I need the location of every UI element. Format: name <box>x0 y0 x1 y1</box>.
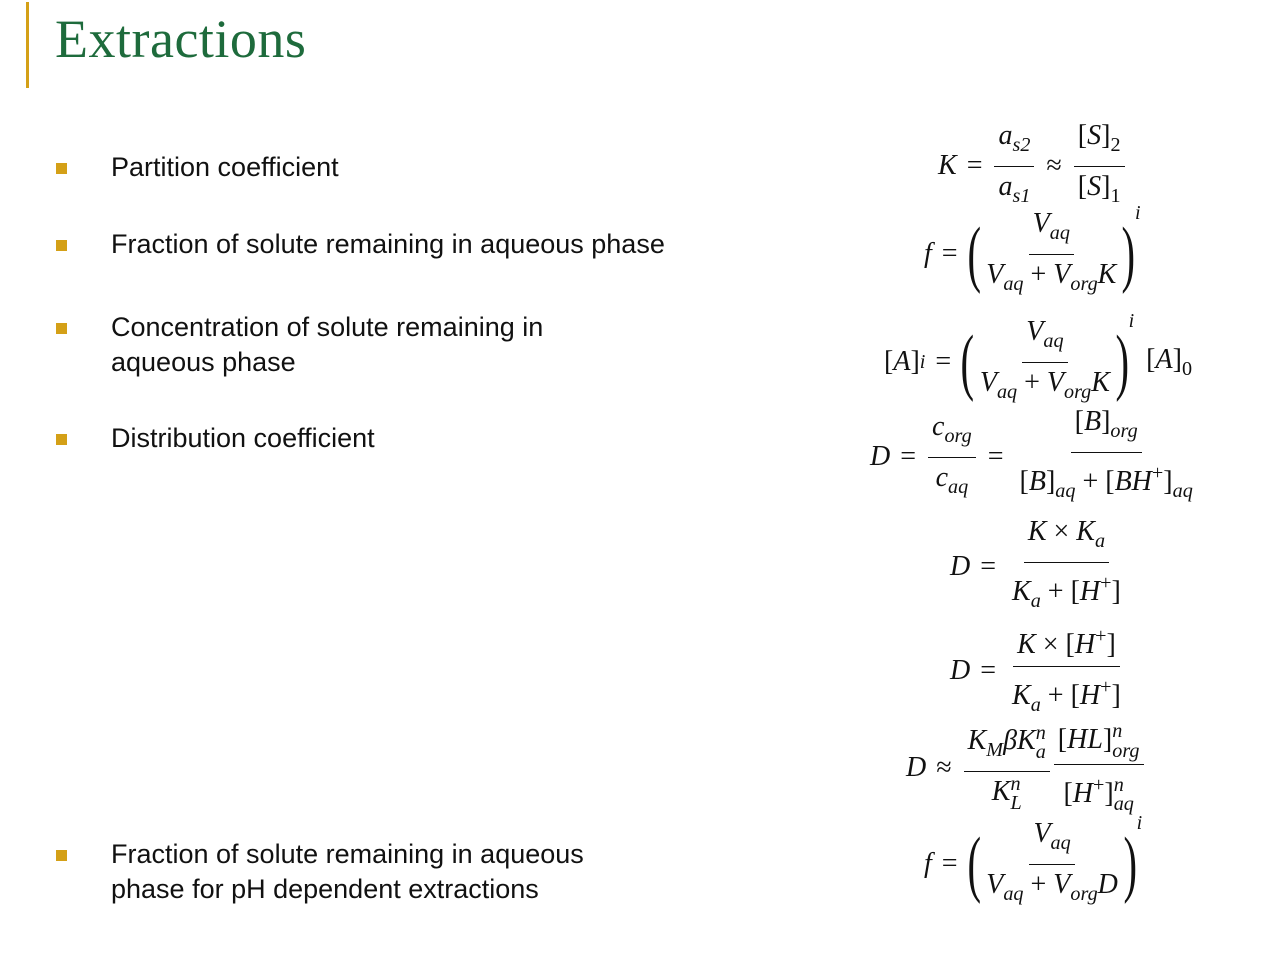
bullet-label: Distribution coefficient <box>111 423 375 453</box>
bullet-square-icon <box>56 163 67 174</box>
equation-partition-coefficient: K = $\frac{a_{s2}}{a_{s1}}$ ≈ $\frac{[S]_2}{[S]_1}$ <box>938 118 1127 214</box>
bullet-square-icon <box>56 240 67 251</box>
equation-fraction-ph-dependent: f = ( $\frac{V_{aq}}{V_{aq} + V_{org}D}$ ) i <box>924 812 1143 906</box>
bullet-square-icon <box>56 323 67 334</box>
equation-fraction-remaining: f = ( $\frac{V_{aq}}{V_{aq} + V_{org}K}$ ) i <box>924 202 1141 296</box>
equation-distribution-coefficient: D = $\frac{c_{org}}{c_{aq}}$ = $\frac{[B]_{org}}{[B]_{aq} + [BH^+]_{aq}}$ <box>870 406 1193 503</box>
bullet-square-icon <box>56 850 67 861</box>
title-accent-rule <box>26 2 29 88</box>
bullet-label: Fraction of solute remaining in aqueous <box>111 839 584 869</box>
bullet-label-line2: phase for pH dependent extractions <box>111 874 539 904</box>
bullet-label: Fraction of solute remaining in aqueous phase <box>111 229 665 259</box>
equation-concentration-remaining: [ A ] i = ( $\frac{V_{aq}}{V_{aq} + V_{org}K}$ ) i $[A]_0$ <box>884 310 1193 404</box>
equation-distribution-acid: D = $\frac{K \times K_a}{K_a + [H^+]}$ <box>950 516 1121 613</box>
bullet-label: Partition coefficient <box>111 152 339 182</box>
bullet-label: Concentration of solute remaining in <box>111 312 544 342</box>
equation-distribution-chelate: D ≈ $K_M\beta K$ n a K n L [HL] n org [H+] n aq <box>906 722 1146 815</box>
bullet-label-line2: aqueous phase <box>111 347 296 377</box>
slide-title: Extractions <box>55 9 307 69</box>
bullet-square-icon <box>56 434 67 445</box>
equation-distribution-base: D = $\frac{K \times [H^+]}{K_a + [H^+]}$ <box>950 618 1127 723</box>
